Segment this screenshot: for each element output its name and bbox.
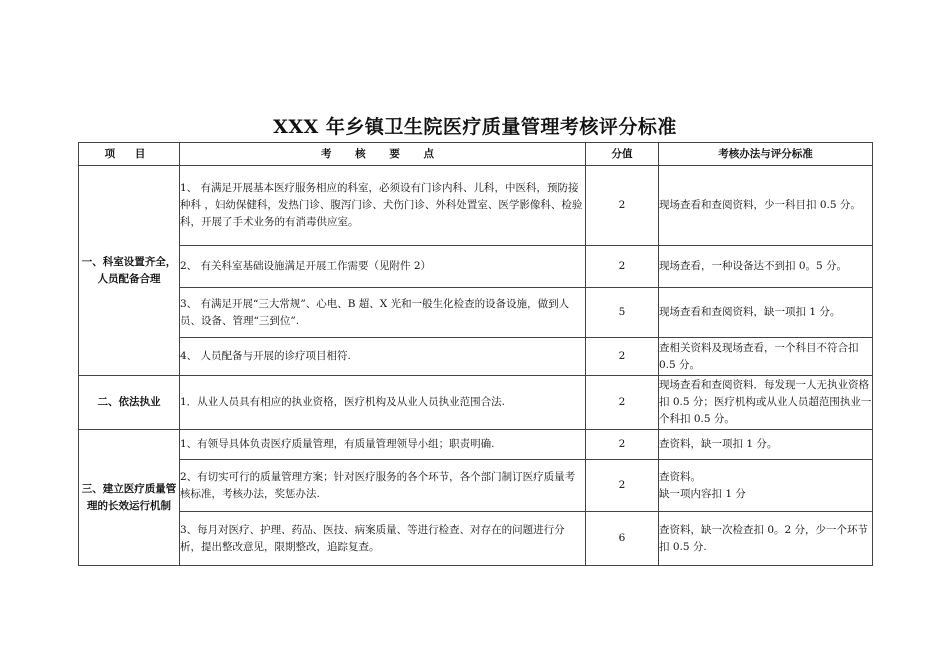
table-row bbox=[79, 246, 873, 288]
score-value: 2 bbox=[586, 246, 659, 288]
scoring-method-line: 查资料。 bbox=[659, 470, 701, 483]
section-name: 二、依法执业 bbox=[79, 376, 180, 430]
score-value: 2 bbox=[586, 376, 659, 430]
assessment-point: 3、 有满足开展“三大常规”、心电、B 超、X 光和一般生化检查的设备设施，做到人员、设备、管理“三到位”. bbox=[180, 288, 586, 338]
scoring-method: 现场查看和查阅资料，缺一项扣 1 分。 bbox=[659, 288, 873, 338]
assessment-point: 3、每月对医疗、护理、药品、医技、病案质量、等进行检查、对存在的问题进行分析，提出整改意见，限期整改，追踪复查。 bbox=[180, 512, 586, 566]
table-row bbox=[79, 376, 873, 430]
assessment-point: 4、 人员配备与开展的诊疗项目相符. bbox=[180, 338, 586, 376]
scoring-method bbox=[659, 460, 873, 512]
score-value: 6 bbox=[586, 512, 659, 566]
table-row bbox=[79, 430, 873, 460]
score-value: 2 bbox=[586, 166, 659, 246]
table-row bbox=[79, 166, 873, 246]
scoring-method: 现场查看和查阅资料，少一科目扣 0.5 分。 bbox=[659, 166, 873, 246]
section-name: 一、科室设置齐全，人员配备合理 bbox=[79, 166, 180, 376]
assessment-point: 1、 有满足开展基本医疗服务相应的科室，必须设有门诊内科、儿科，中医科，预防接种科 ，妇幼保健科，发热门诊、腹泻门诊、犬伤门诊、外科处置室、医学影像科、检验科，开展了手术业务的有消毒供应室。 bbox=[180, 166, 586, 246]
score-value: 2 bbox=[586, 338, 659, 376]
score-value: 2 bbox=[586, 430, 659, 460]
header-item: 项 目 bbox=[79, 143, 180, 166]
scoring-method-line: 缺一项内容扣 1 分 bbox=[659, 487, 746, 500]
scoring-method: 查相关资料及现场查看，一个科目不符合扣 0.5 分。 bbox=[659, 338, 873, 376]
scoring-method: 查资料，缺一次检查扣 0。2 分，少一个环节扣 0.5 分. bbox=[659, 512, 873, 566]
assessment-point: 1．从业人员具有相应的执业资格，医疗机构及从业人员执业范围合法. bbox=[180, 376, 586, 430]
table-row bbox=[79, 338, 873, 376]
assessment-point: 1、有领导具体负责医疗质量管理，有质量管理领导小组；职责明确. bbox=[180, 430, 586, 460]
table-row bbox=[79, 460, 873, 512]
score-value: 5 bbox=[586, 288, 659, 338]
score-value: 2 bbox=[586, 460, 659, 512]
document-title: XXX 年乡镇卫生院医疗质量管理考核评分标准 bbox=[273, 116, 677, 138]
header-point: 考 核 要 点 bbox=[180, 143, 586, 166]
scoring-method: 现场查看和查阅资料．每发现一人无执业资格扣 0.5 分；医疗机构或从业人员超范围执业一个科扣 0.5 分。 bbox=[659, 376, 873, 430]
section-name: 三、建立医疗质量管理的长效运行机制 bbox=[79, 430, 180, 566]
scoring-method: 查资料，缺一项扣 1 分。 bbox=[659, 430, 873, 460]
header-score: 分值 bbox=[586, 143, 659, 166]
assessment-point: 2、 有关科室基础设施满足开展工作需要（见附件 2） bbox=[180, 246, 586, 288]
assessment-point: 2、有切实可行的质量管理方案；针对医疗服务的各个环节，各个部门制订医疗质量考核标准，考核办法，奖惩办法. bbox=[180, 460, 586, 512]
scoring-method: 现场查看，一种设备达不到扣 0。5 分。 bbox=[659, 246, 873, 288]
table-row bbox=[79, 288, 873, 338]
table-header-row bbox=[79, 143, 873, 166]
assessment-table bbox=[78, 142, 873, 566]
header-method: 考核办法与评分标准 bbox=[659, 143, 873, 166]
table-row bbox=[79, 512, 873, 566]
